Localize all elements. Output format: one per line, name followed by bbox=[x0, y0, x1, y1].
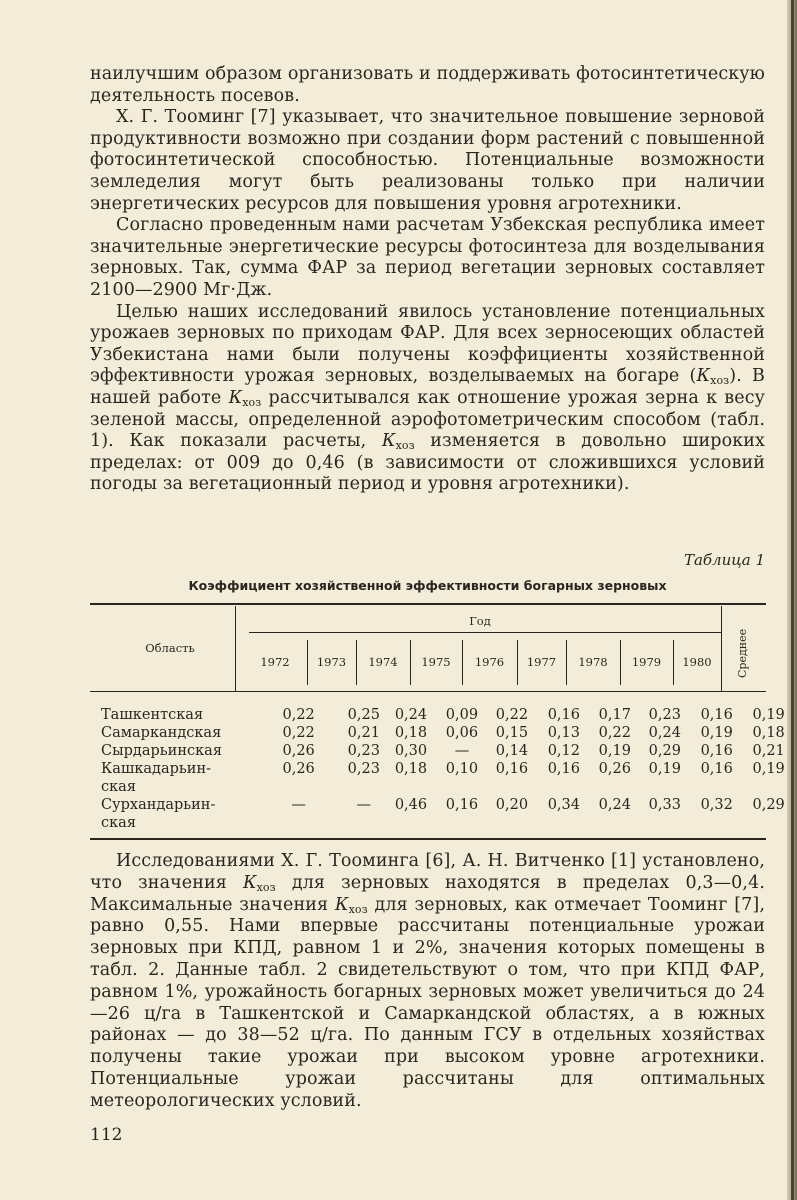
table-cell: 0,16 bbox=[700, 761, 733, 777]
paragraph-5: Исследованиями Х. Г. Тооминга [6], А. Н. Витченко [1] установлено, что значения $К_{хоз}$ для зерновых находятся в пределах 0,3—0,4. Максимальные значения $К_{хоз}$ для зерновых, как отмечает Тооминг [7], равно 0,55. Нами впервые рассчитаны потенциальные урожаи зерновых при КПД, равном 1 и 2%, значения которых помещены в табл. 2. Данные табл. 2 свидетельствуют о том, что при КПД ФАР, равном 1%, урожайность богарных зерновых может увеличиться до 24—26 ц/га в Ташкентской и Самаркандской областях, а в южных районах — до 38—52 ц/га. По данным ГСУ в отдельных хозяйствах получены такие урожаи при высоком уровне агротехники. Потенциальные урожаи рассчитаны для оптимальных метеорологических условий. bbox=[90, 851, 765, 1111]
avg-divider bbox=[721, 606, 722, 691]
table-cell: 0,06 bbox=[445, 725, 479, 741]
year-1973: 1973 bbox=[316, 655, 347, 669]
page-edge-shadow bbox=[791, 0, 794, 1200]
table-row bbox=[101, 742, 797, 760]
table-top-rule bbox=[90, 603, 766, 605]
year-header: Год bbox=[469, 614, 491, 628]
table-cell: 0,19 bbox=[648, 761, 681, 777]
paragraph-4: Целью наших исследований явилось установление потенциальных урожаев зерновых по приходам ФАР. Для всех зерносеющих областей Узбекистана нами были получены коэффициенты хозяйственной эффективности урожая зерновых, возделываемых на богаре $(К_{хоз})$. В нашей работе $К_{хоз}$ рассчитывался как отношение урожая зерна к весу зеленой массы, определенной аэрофотометрическим способом (табл. 1). Как показали расчеты, $К_{хоз}$ изменяется в довольно широких пределах: от 009 до 0,46 (в зависимости от сложившихся условий погоды за вегетационный период и уровня агротехники). bbox=[90, 301, 765, 495]
year-1975: 1975 bbox=[421, 655, 451, 669]
average-header: Среднее bbox=[736, 628, 749, 678]
table-cell: 0,22 bbox=[282, 707, 315, 723]
table-cell: 0,13 bbox=[547, 725, 580, 741]
region-name: Сырдарьинская bbox=[101, 743, 222, 759]
table-cell: 0,26 bbox=[282, 743, 315, 759]
region-name: Сурхандарьин- ская bbox=[101, 797, 216, 831]
table-cell: 0,23 bbox=[347, 743, 380, 759]
table-bottom-rule bbox=[90, 838, 766, 840]
table-row bbox=[101, 706, 797, 724]
table-cell: 0,19 bbox=[700, 725, 733, 741]
table-header-bottom-rule bbox=[90, 691, 766, 692]
table-cell: 0,16 bbox=[700, 743, 733, 759]
table-cell: 0,17 bbox=[598, 707, 631, 723]
table-cell: — bbox=[291, 797, 306, 813]
table-cell: 0,30 bbox=[394, 743, 428, 759]
region-name: Кашкадарьин- ская bbox=[101, 761, 212, 795]
table-cell: 0,46 bbox=[394, 797, 428, 813]
data-table bbox=[101, 706, 797, 832]
table-cell: 0,12 bbox=[547, 743, 580, 759]
year-1974: 1974 bbox=[368, 655, 398, 669]
table-cell: 0,23 bbox=[648, 707, 681, 723]
table-cell: — bbox=[454, 743, 470, 759]
table-cell: 0,24 bbox=[648, 725, 681, 741]
table-cell: 0,34 bbox=[547, 797, 580, 813]
table-cell: 0,29 bbox=[648, 743, 681, 759]
table-cell: 0,22 bbox=[598, 725, 631, 741]
table-cell: 0,19 bbox=[598, 743, 631, 759]
table-cell: 0,16 bbox=[700, 707, 733, 723]
table-cell: 0,32 bbox=[700, 797, 733, 813]
table-cell: 0,10 bbox=[445, 761, 479, 777]
table-row bbox=[101, 760, 797, 796]
year-1978: 1978 bbox=[578, 655, 608, 669]
year-1979: 1979 bbox=[631, 655, 662, 669]
table-cell-average: 0,19 bbox=[752, 761, 785, 777]
year-1980: 1980 bbox=[682, 655, 712, 669]
page-number: 112 bbox=[90, 1125, 123, 1145]
table-cell: 0,21 bbox=[347, 725, 380, 741]
table-cell: — bbox=[356, 797, 372, 813]
table-cell: 0,16 bbox=[547, 707, 580, 723]
region-name: Ташкентская bbox=[101, 707, 204, 723]
table-cell: 0,20 bbox=[495, 797, 529, 813]
table-cell: 0,16 bbox=[445, 797, 479, 813]
table-cell: 0,25 bbox=[347, 707, 380, 723]
paragraph-1: наилучшим образом организовать и поддерживать фотосинтетическую деятельность посевов. bbox=[90, 64, 765, 106]
table-cell: 0,26 bbox=[598, 761, 631, 777]
year-1977: 1977 bbox=[526, 655, 557, 669]
year-1972: 1972 bbox=[260, 655, 290, 669]
table-cell: 0,24 bbox=[394, 707, 428, 723]
table-cell: 0,26 bbox=[282, 761, 315, 777]
table-cell-average: 0,21 bbox=[752, 743, 785, 759]
table-cell: 0,24 bbox=[598, 797, 631, 813]
table-cell: 0,18 bbox=[394, 725, 428, 741]
table-title: Коэффициент хозяйственной эффективности богарных зерновых bbox=[188, 578, 667, 593]
table-cell: 0,22 bbox=[495, 707, 529, 723]
table-cell-average: 0,29 bbox=[752, 797, 785, 813]
paragraph-2: Х. Г. Тооминг [7] указывает, что значительное повышение зерновой продуктивности возможно при создании форм растений с повышенной фотосинтетической способностью. Потенциальные возможности земледелия могут быть реализованы только при наличии энергетических ресурсов для повышения уровня агротехники. bbox=[90, 107, 765, 214]
table-cell: 0,16 bbox=[495, 761, 529, 777]
table-cell: 0,23 bbox=[347, 761, 380, 777]
region-header: Область bbox=[145, 641, 195, 655]
bottom-text-block bbox=[90, 851, 765, 1113]
table-cell: 0,14 bbox=[495, 743, 529, 759]
table-cell: 0,09 bbox=[445, 707, 479, 723]
table-cell: 0,22 bbox=[282, 725, 315, 741]
table-row bbox=[101, 724, 797, 742]
table-cell: 0,15 bbox=[495, 725, 529, 741]
table-cell-average: 0,19 bbox=[752, 707, 785, 723]
region-name: Самаркандская bbox=[101, 725, 222, 741]
table-label: Таблица 1 bbox=[683, 551, 765, 569]
table-cell: 0,16 bbox=[547, 761, 580, 777]
year-1976: 1976 bbox=[474, 655, 505, 669]
region-divider bbox=[235, 606, 236, 691]
table-row bbox=[101, 796, 797, 832]
table-cell-average: 0,18 bbox=[752, 725, 785, 741]
table-cell: 0,33 bbox=[648, 797, 681, 813]
top-text-block bbox=[90, 64, 765, 496]
paragraph-3: Согласно проведенным нами расчетам Узбекская республика имеет значительные энергетические ресурсы фотосинтеза для возделывания зерновых. Так, сумма ФАР за период вегетации зерновых составляет 2100—2900 Мг·Дж. bbox=[90, 215, 765, 300]
year-underline bbox=[249, 632, 721, 633]
table-cell: 0,18 bbox=[394, 761, 428, 777]
